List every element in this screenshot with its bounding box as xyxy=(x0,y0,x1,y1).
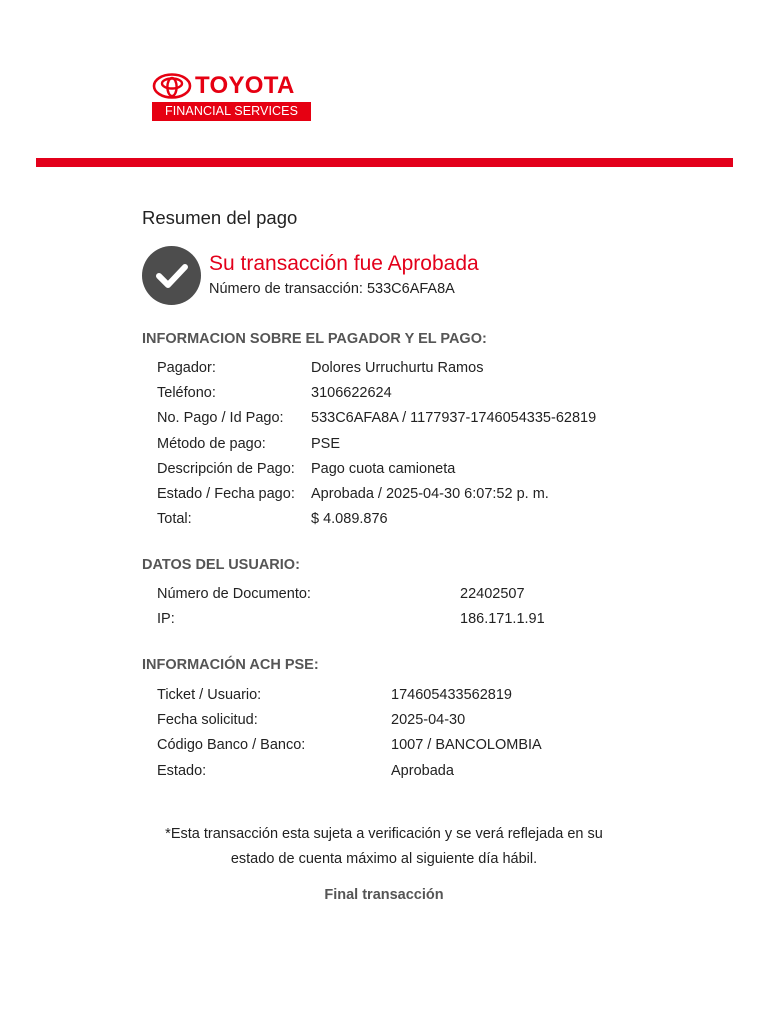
status-icon-container xyxy=(142,246,201,305)
row-label: Número de Documento: xyxy=(157,586,311,602)
row-label: Teléfono: xyxy=(157,385,216,402)
row-value: 3106622624 xyxy=(311,385,392,402)
row-value: 22402507 xyxy=(460,586,525,602)
row-label: No. Pago / Id Pago: xyxy=(157,410,284,427)
page-title: Resumen del pago xyxy=(142,207,298,228)
row-value: 2025-04-30 xyxy=(391,712,466,729)
payer-section-title: INFORMACION SOBRE EL PAGADOR Y EL PAGO: xyxy=(142,331,487,347)
transaction-number: Número de transacción: 533C6AFA8A xyxy=(209,281,455,297)
row-value: Aprobada / 2025-04-30 6:07:52 p. m. xyxy=(311,485,549,502)
row-label: Código Banco / Banco: xyxy=(157,737,306,754)
verification-disclaimer xyxy=(142,822,626,872)
row-label: IP: xyxy=(157,611,175,628)
row-label: Método de pago: xyxy=(157,435,266,452)
brand-name: TOYOTA xyxy=(195,72,295,99)
brand-subtitle: FINANCIAL SERVICES xyxy=(152,102,311,121)
row-value: 533C6AFA8A / 1177937-1746054335-62819 xyxy=(311,410,597,427)
ach-section-title: INFORMACIÓN ACH PSE: xyxy=(142,657,319,673)
header-divider xyxy=(36,158,733,167)
disclaimer-line-2: estado de cuenta máximo al siguiente día hábil. xyxy=(230,851,538,867)
row-value: 1007 / BANCOLOMBIA xyxy=(391,737,542,754)
row-label: Estado / Fecha pago: xyxy=(157,485,295,502)
row-label: Total: xyxy=(157,511,192,528)
row-value: 186.171.1.91 xyxy=(460,611,545,628)
row-label: Estado: xyxy=(157,762,207,779)
row-value: PSE xyxy=(311,435,341,452)
toyota-financial-logo xyxy=(152,72,312,124)
row-value: Dolores Urruchurtu Ramos xyxy=(311,360,484,376)
user-section-title: DATOS DEL USUARIO: xyxy=(142,557,300,573)
row-value: Aprobada xyxy=(391,762,454,779)
row-label: Ticket / Usuario: xyxy=(157,687,262,703)
row-value: 174605433562819 xyxy=(391,687,512,703)
row-value: Pago cuota camioneta xyxy=(311,460,456,477)
check-icon xyxy=(142,246,201,305)
status-title: Su transacción fue Aprobada xyxy=(209,252,479,275)
logo-top-row xyxy=(152,72,312,100)
row-label: Pagador: xyxy=(157,360,216,376)
row-value: $ 4.089.876 xyxy=(311,511,388,528)
row-label: Fecha solicitud: xyxy=(157,712,258,729)
row-label: Descripción de Pago: xyxy=(157,460,295,477)
final-transaction-label: Final transacción xyxy=(324,887,444,903)
toyota-emblem-icon xyxy=(152,73,192,99)
disclaimer-line-1: *Esta transacción esta sujeta a verificación y se verá reflejada en su xyxy=(165,826,603,842)
